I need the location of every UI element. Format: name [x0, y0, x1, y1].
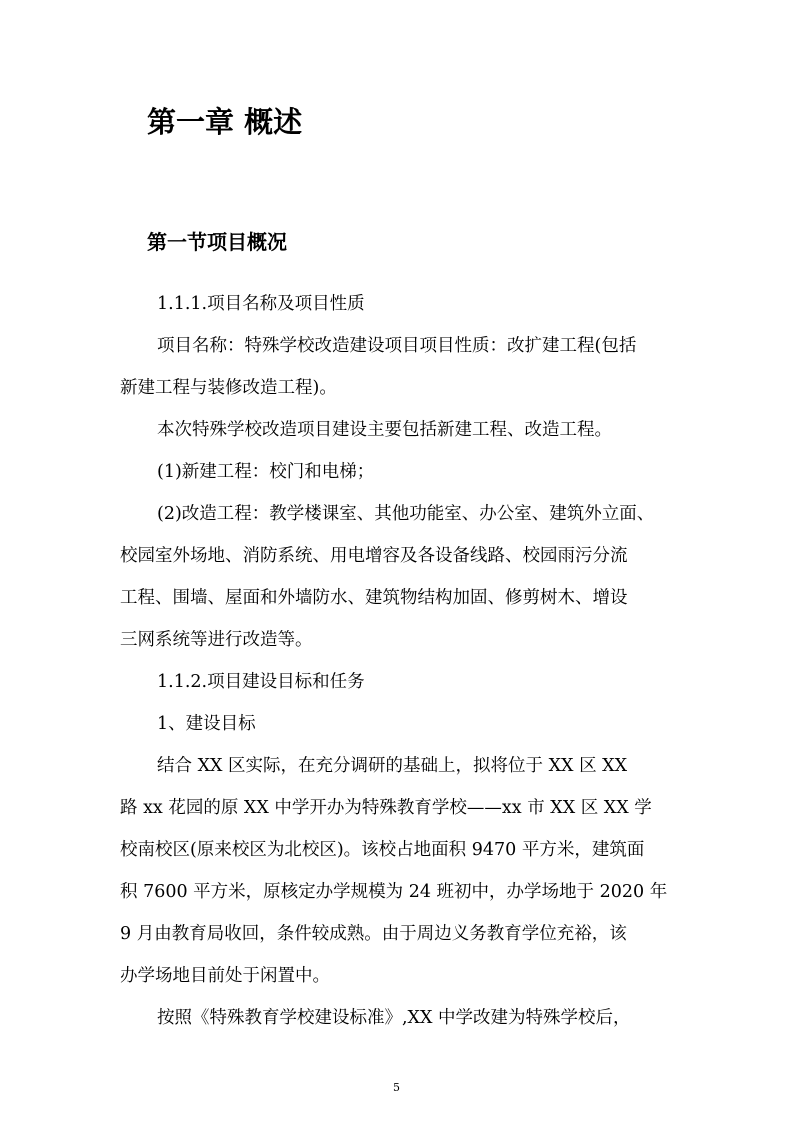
chapter-title: 第一章 概述 [147, 105, 303, 139]
paragraph-line: 路 xx 花园的原 XX 中学开办为特殊教育学校——xx 市 XX 区 XX 学 [120, 798, 652, 818]
subsection-heading: 1.1.2.项目建设目标和任务 [157, 672, 365, 692]
subsection-heading: 1.1.1.项目名称及项目性质 [157, 294, 365, 314]
page-number: 5 [393, 1081, 400, 1094]
paragraph-line: 校园室外场地、消防系统、用电增容及各设备线路、校园雨污分流 [120, 546, 628, 566]
list-item: (1)新建工程：校门和电梯； [157, 462, 375, 482]
paragraph-line: 办学场地目前处于闲置中。 [120, 966, 330, 986]
paragraph-line: 项目名称：特殊学校改造建设项目项目性质：改扩建工程(包括 [157, 336, 637, 356]
paragraph-line: 本次特殊学校改造项目建设主要包括新建工程、改造工程。 [157, 420, 612, 440]
paragraph-line: 新建工程与装修改造工程)。 [120, 378, 337, 398]
paragraph-line: 校南校区(原来校区为北校区)。该校占地面积 9470 平方米，建筑面 [120, 840, 645, 860]
section-title: 第一节项目概况 [147, 230, 287, 254]
body-text [120, 283, 675, 1039]
paragraph-line: 三网系统等进行改造等。 [120, 630, 313, 650]
list-item: 1、建设目标 [157, 714, 256, 734]
paragraph-line: 按照《特殊教育学校建设标准》,XX 中学改建为特殊学校后， [157, 1008, 631, 1028]
paragraph-line: 积 7600 平方米，原核定办学规模为 24 班初中，办学场地于 2020 年 [120, 882, 668, 902]
list-item: (2)改造工程：教学楼课室、其他功能室、办公室、建筑外立面、 [157, 504, 655, 524]
paragraph-line: 工程、围墙、屋面和外墙防水、建筑物结构加固、修剪树木、增设 [120, 588, 628, 608]
paragraph-line: 9 月由教育局收回，条件较成熟。由于周边义务教育学位充裕，该 [120, 924, 627, 944]
paragraph-line: 结合 XX 区实际，在充分调研的基础上，拟将位于 XX 区 XX [157, 756, 628, 776]
